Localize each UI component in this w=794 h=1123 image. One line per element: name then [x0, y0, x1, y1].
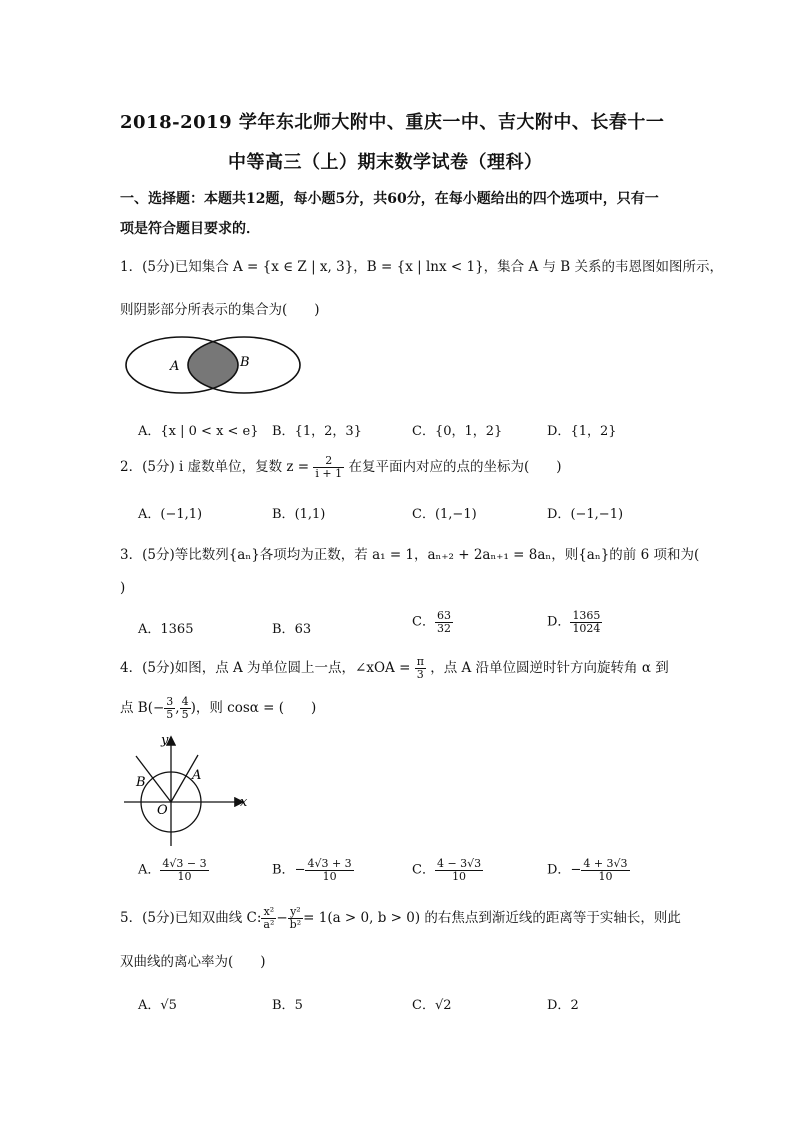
q1-option-b[interactable]: B．{1，2，3} — [272, 424, 362, 439]
q4-unit-circle-figure — [118, 730, 258, 848]
q3-option-d[interactable]: D． $\frac{1365}{1024}$ — [547, 609, 601, 635]
q4-stem-line1: 4．(5分)如图，点 A 为单位圆上一点，∠xOA = $\frac{\pi}{3}$ ，点 A 沿单位圆逆时针方向旋转角 α 到 — [120, 655, 669, 681]
section-header-line2: 项是符合题目要求的． — [120, 221, 260, 237]
exam-title-line2: 中等高三（上）期末数学试卷（理科） — [228, 152, 543, 173]
point-b-label: B — [136, 775, 146, 790]
q3-stem-line2: ) — [120, 580, 126, 596]
venn-label-b: B — [240, 355, 250, 370]
q2-option-a[interactable]: A．(−1,1) — [138, 507, 203, 522]
q3-stem-line1: 3．(5分)等比数列{aₙ}各项均为正数，若 a₁ = 1，aₙ₊₂ + 2aₙ₊₁ = 8aₙ，则{aₙ}的前 6 项和为( — [120, 547, 700, 563]
x-axis-label: x — [240, 795, 248, 810]
q2-option-b[interactable]: B．(1,1) — [272, 507, 326, 522]
q5-option-c[interactable]: C．√2 — [412, 998, 452, 1013]
origin-label: O — [157, 803, 168, 818]
q2-stem: 2．(5分) i 虚数单位，复数 z = $\frac{2}{i + 1}$ 在复平面内对应的点的坐标为( ) — [120, 454, 562, 480]
section-header-line1: 一、选择题：本题共12题，每小题5分，共60分，在每小题给出的四个选项中，只有一 — [120, 191, 659, 207]
point-a-label: A — [192, 768, 202, 783]
q3-option-b[interactable]: B．63 — [272, 622, 312, 637]
q4-option-b[interactable]: B．− $\frac{4√3 + 3}{10}$ — [272, 857, 352, 883]
q2-option-d[interactable]: D．(−1,−1) — [547, 507, 624, 522]
q4-option-c[interactable]: C． $\frac{4 - 3√3}{10}$ — [412, 857, 482, 883]
q1-option-a[interactable]: A．{x | 0 < x < e} — [138, 424, 259, 439]
q5-option-d[interactable]: D．2 — [547, 998, 579, 1013]
q4-option-a[interactable]: A． $\frac{4√3 - 3}{10}$ — [138, 857, 207, 883]
exam-title-line1: 2018-2019 学年东北师大附中、重庆一中、吉大附中、长春十一 — [120, 112, 665, 133]
y-axis-label: y — [161, 733, 169, 748]
q4-option-d[interactable]: D．− $\frac{4 + 3√3}{10}$ — [547, 857, 628, 883]
q1-stem-line1: 1．(5分)已知集合 A = {x ∈ Z | x, 3}，B = {x | lnx < 1}，集合 A 与 B 关系的韦恩图如图所示， — [120, 259, 723, 275]
q1-option-c[interactable]: C．{0，1，2} — [412, 424, 503, 439]
q4-stem-line2: 点 B(− $\frac{3}{5}$ , $\frac{4}{5}$ )，则 cosα = ( ) — [120, 695, 317, 721]
q1-venn-graphic — [120, 334, 310, 396]
venn-label-a: A — [170, 359, 180, 374]
q5-option-a[interactable]: A．√5 — [138, 998, 177, 1013]
q3-option-c[interactable]: C． $\frac{63}{32}$ — [412, 609, 451, 635]
q5-stem-line1: 5．(5分)已知双曲线 C: $\frac{\text{x²}}{\text{a²}}$ − $\frac{\text{y²}}{\text{b²}}$ = 1(a > 0, b > 0) 的右焦点到渐近线的距离等于实轴长，则此 — [120, 905, 681, 931]
q3-option-a[interactable]: A．1365 — [138, 622, 194, 637]
q2-fraction: $\frac{2}{i + 1}$ — [315, 454, 343, 480]
q1-option-d[interactable]: D．{1，2} — [547, 424, 617, 439]
q5-option-b[interactable]: B．5 — [272, 998, 303, 1013]
q4-angle-fraction: $\frac{\pi}{3}$ — [416, 655, 424, 681]
q2-option-c[interactable]: C．(1,−1) — [412, 507, 477, 522]
q1-stem-line2: 则阴影部分所表示的集合为( ) — [120, 302, 320, 318]
q5-stem-line2: 双曲线的离心率为( ) — [120, 954, 266, 970]
